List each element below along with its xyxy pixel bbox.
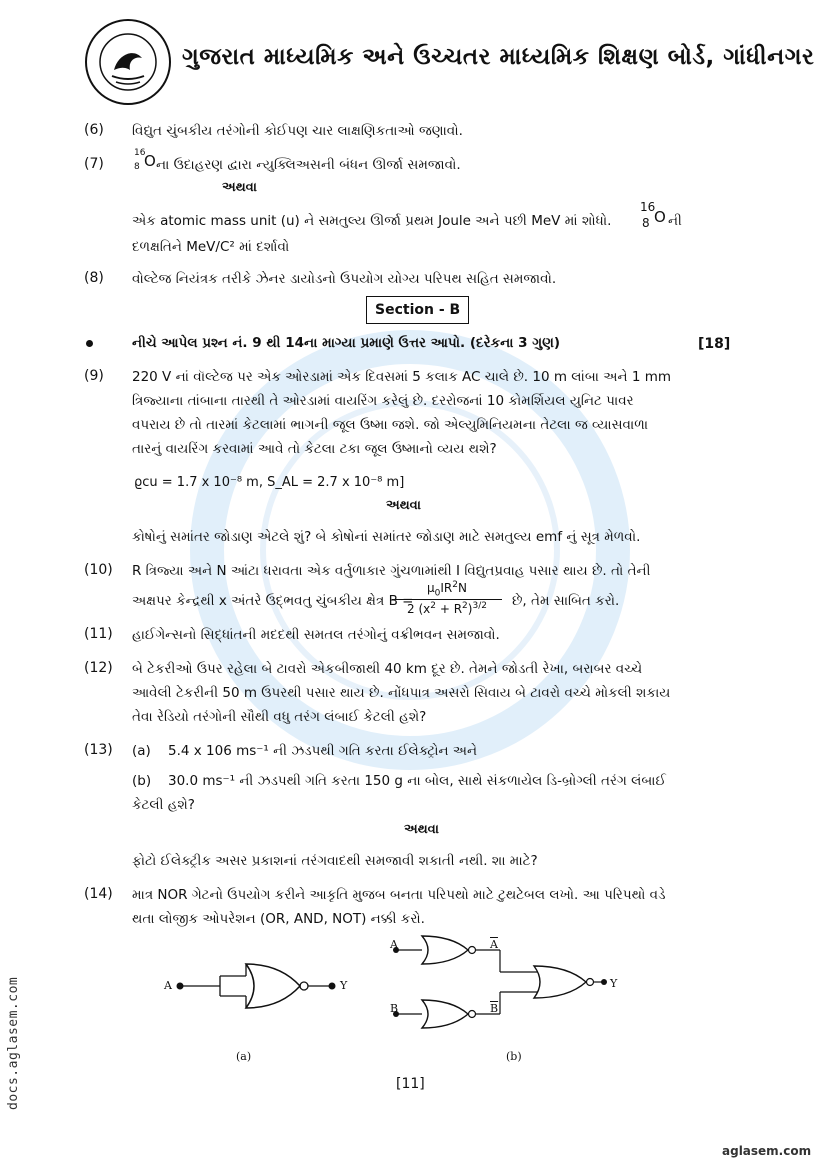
q9-number: (9): [84, 368, 104, 384]
q11-text: હાઈગેન્સનો સિદ્ધાંતની મદદથી સમતલ તરંગોનું વક્રીભવન સમજાવો.: [132, 627, 500, 643]
q13-number: (13): [84, 742, 113, 758]
q10-number: (10): [84, 562, 113, 578]
q11-number: (11): [84, 626, 113, 642]
q13-or: અથવા: [404, 822, 439, 837]
q12-number: (12): [84, 660, 113, 676]
q14-line1: માત્ર NOR ગેટનો ઉપયોગ કરીને આકૃતિ મુજબ બનતા પરિપથો માટે ટુથટેબલ લખો. આ પરિપથો વડે: [132, 887, 666, 903]
q9-line4: તારનું વાયરિંગ કરવામાં આવે તો કેટલા ટકા જૂલ ઉષ્માનો વ્યય થશે?: [132, 441, 497, 457]
q10-line2: અક્ષપર કેન્દ્રથી x અંતરે ઉદ્‌ભવતુ ચુંબકીય ક્ષેત્ર B =: [132, 593, 414, 609]
q9-or: અથવા: [386, 498, 421, 513]
q12-line3: તેવા રેડિયો તરંગોની સૌથી વધુ તરંગ લંબાઈ કેટલી હશે?: [132, 709, 427, 725]
fig-a-caption: (a): [236, 1050, 252, 1063]
nor-gate-figure-b: [382, 930, 622, 1040]
q7-or: અથવા: [222, 180, 257, 195]
q6-text: વિદ્યુત ચુંબકીય તરંગોની કોઈપણ ચાર લાક્ષણિકતાઓ જણાવો.: [132, 123, 463, 139]
q12-line2: આવેલી ટેકરીની 50 m ઉપરથી પસાર થાય છે. નોંધપાત્ર અસરો સિવાય બે ટાવરો વચ્ચે મોકલી શકાય: [132, 685, 671, 701]
page-number: [11]: [396, 1076, 425, 1092]
q9-formula: ϱcu = 1.7 x 10⁻⁸ m, S_AL = 2.7 x 10⁻⁸ m]: [134, 475, 405, 490]
fig-b-input-a: A: [390, 938, 398, 951]
q7-text: ના ઉદાહરણ દ્વારા ન્યુક્લિઅસની બંધન ઊર્જા સમજાવો.: [156, 157, 461, 173]
q6-number: (6): [84, 122, 104, 138]
side-url: docs.aglasem.com: [6, 976, 21, 1110]
nor-gate-figure-a: [150, 950, 360, 1030]
q9-line2: ત્રિજ્યાના તાંબાના તારથી તે ઓરડામાં વાયરિંગ કરેલું છે. દરરોજનાં 10 કોમર્શિયલ યુનિટ પાવર: [132, 393, 634, 409]
fig-a-output-y: Y: [340, 979, 348, 992]
q12-line1: બે ટેકરીઓ ઉપર રહેલા બે ટાવરો એકબીજાથી 40 km દૂર છે. તેમને જોડતી રેખા, બરાબર વચ્ચે: [132, 661, 643, 677]
q10-fraction: $\mu_0IR^2N$ 2 $(x^2 + R^2)^{3/2}$: [392, 580, 502, 616]
fig-b-input-b: B: [390, 1002, 399, 1015]
q7-alt-isotope: 16 8 O: [640, 200, 666, 230]
q9-alt: કોષોનું સમાંતર જોડાણ એટલે શું? બે કોષોનાં સમાંતર જોડાણ માટે સમતુલ્ય emf નું સૂત્ર મેળવો.: [132, 529, 641, 545]
section-b-instruction: નીચે આપેલ પ્રશ્ન નં. 9 થી 14ના માગ્યા પ્રમાણે ઉત્તર આપો. (દરેકના 3 ગુણ): [132, 335, 561, 351]
fig-b-caption: (b): [506, 1050, 522, 1063]
q13-b-label: (b): [132, 773, 152, 789]
section-b-marks: [18]: [698, 336, 731, 352]
bullet-point: [86, 340, 93, 347]
board-title: ગુજરાત માધ્યમિક અને ઉચ્ચતર માધ્યમિક શિક્ષણ બોર્ડ, ગાંધીનગર: [182, 44, 815, 70]
q7-alt-line1: એક atomic mass unit (u) ને સમતુલ્ય ઊર્જા પ્રથમ Joule અને પછી MeV માં શોધો.: [132, 213, 612, 229]
q13-b-text: 30.0 ms⁻¹ ની ઝડપથી ગતિ કરતા 150 g ના બોલ, સાથે સંકળાયેલ ડિ-બ્રોગ્લી તરંગ લંબાઈ: [168, 773, 666, 789]
fig-a-input-a: A: [164, 979, 172, 992]
q8-number: (8): [84, 270, 104, 286]
q9-line1: 220 V નાં વૉલ્ટેજ પર એક ઓરડામાં એક દિવસમાં 5 કલાક AC ચાલે છે. 10 m લાંબા અને 1 mm: [132, 369, 672, 385]
q14-line2: થતા લોજીક ઓપરેશન (OR, AND, NOT) નક્કી કરો.: [132, 911, 425, 927]
section-b-box: Section - B: [366, 296, 469, 324]
footer-site: aglasem.com: [722, 1144, 812, 1158]
q7-alt-line1-end: ની: [668, 213, 682, 229]
q13-alt: ફોટો ઈલેક્ટ્રીક અસર પ્રકાશનાં તરંગવાદથી સમજાવી શકાતી નથી. શા માટે?: [132, 853, 538, 869]
fig-b-output-y: Y: [610, 977, 618, 990]
fig-b-bbar: $\overline{B}$: [490, 1002, 499, 1015]
fig-b-abar: $\overline{A}$: [490, 938, 498, 951]
q7-alt-line2: દળક્ષતિને MeV/C² માં દર્શાવો: [132, 239, 290, 255]
q13-a-label: (a): [132, 743, 151, 759]
q8-text: વોલ્ટેજ નિયંત્રક તરીકે ઝેનર ડાયોડનો ઉપયોગ યોગ્ય પરિપથ સહિત સમજાવો.: [132, 271, 557, 287]
q9-line3: વપરાય છે તો તારમાં કેટલામાં ભાગની જૂલ ઉષ્મા જશે. જો એલ્યુમિનિયમના તેટલા જ વ્યાસવાળા: [132, 417, 649, 433]
board-logo: [84, 18, 172, 106]
q10-line2-end: છે, તેમ સાબિત કરો.: [512, 593, 620, 609]
q13-a-text: 5.4 x 106 ms⁻¹ ની ઝડપથી ગતિ કરતા ઈલેક્ટ્રોન અને: [168, 743, 478, 759]
q14-number: (14): [84, 886, 113, 902]
q13-b-text2: કેટલી હશે?: [132, 797, 195, 813]
q7-number: (7): [84, 156, 104, 172]
q10-line1: R ત્રિજ્યા અને N આંટા ધરાવતા એક વર્તુળાકાર ગુંચળામાંથી I વિદ્યુતપ્રવાહ પસાર થાય છે. તો તેની: [132, 563, 651, 579]
q7-isotope: 16 8 O: [134, 148, 156, 172]
